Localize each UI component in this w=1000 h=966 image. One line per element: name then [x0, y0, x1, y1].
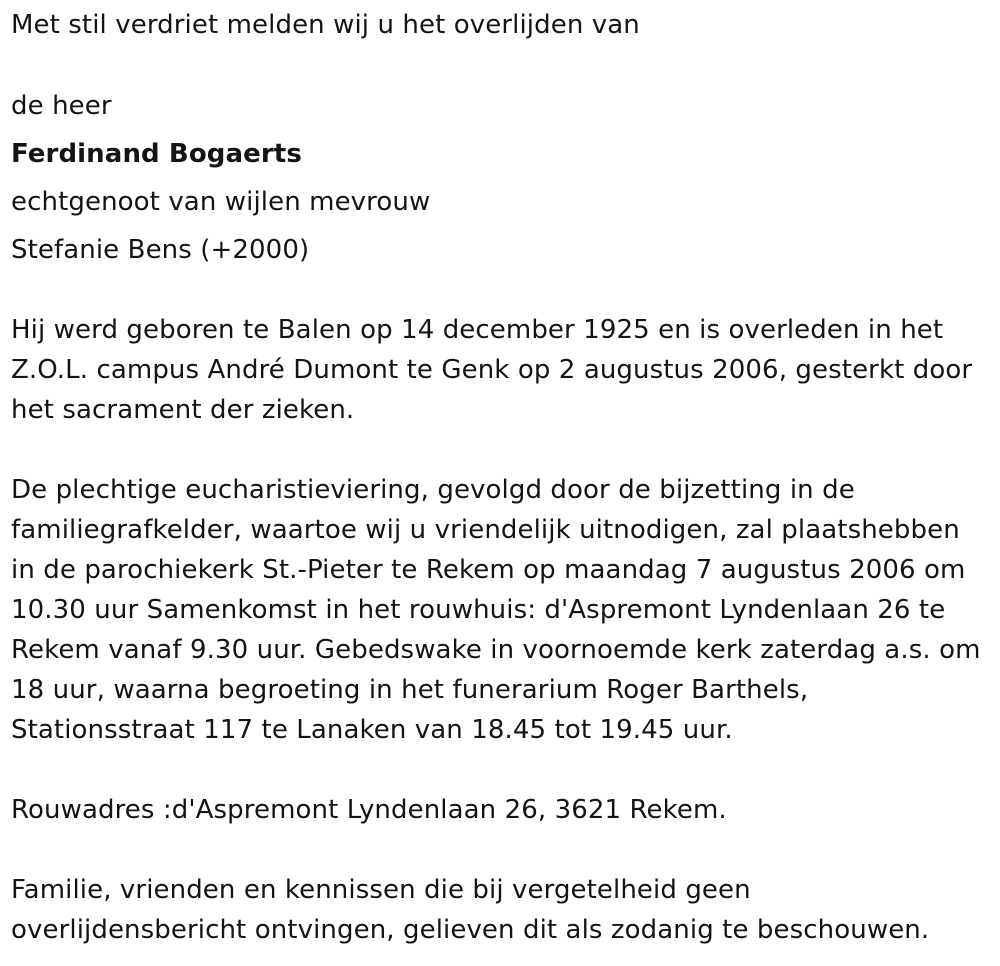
birth-line: Z.O.L. campus André Dumont te Genk op 2 augustus 2006, gesterkt door [11, 355, 973, 385]
spouse-line-2: Stefanie Bens (+2000) [11, 235, 310, 265]
deceased-name: Ferdinand Bogaerts [11, 139, 302, 169]
salutation: de heer [11, 91, 112, 121]
birth-line: het sacrament der zieken. [11, 395, 355, 425]
closing-line: overlijdensbericht ontvingen, gelieven dit als zodanig te beschouwen. [11, 915, 930, 945]
funeral-line: familiegrafkelder, waartoe wij u vriendelijk uitnodigen, zal plaatshebben [11, 515, 960, 545]
closing-line: Familie, vrienden en kennissen die bij vergetelheid geen [11, 875, 751, 905]
funeral-line: 18 uur, waarna begroeting in het funerarium Roger Barthels, [11, 675, 809, 705]
funeral-line: in de parochiekerk St.-Pieter te Rekem op maandag 7 augustus 2006 om [11, 555, 966, 585]
funeral-line: Stationsstraat 117 te Lanaken van 18.45 tot 19.45 uur. [11, 715, 733, 745]
birth-line: Hij werd geboren te Balen op 14 december 1925 en is overleden in het [11, 315, 944, 345]
spouse-line-1: echtgenoot van wijlen mevrouw [11, 187, 431, 217]
funeral-line: De plechtige eucharistieviering, gevolgd door de bijzetting in de [11, 475, 855, 505]
funeral-line: 10.30 uur Samenkomst in het rouwhuis: d'Aspremont Lyndenlaan 26 te [11, 595, 946, 625]
funeral-line: Rekem vanaf 9.30 uur. Gebedswake in voornoemde kerk zaterdag a.s. om [11, 635, 981, 665]
mourning-address: Rouwadres :d'Aspremont Lyndenlaan 26, 3621 Rekem. [11, 795, 727, 825]
intro-text: Met stil verdriet melden wij u het overlijden van [11, 10, 640, 40]
